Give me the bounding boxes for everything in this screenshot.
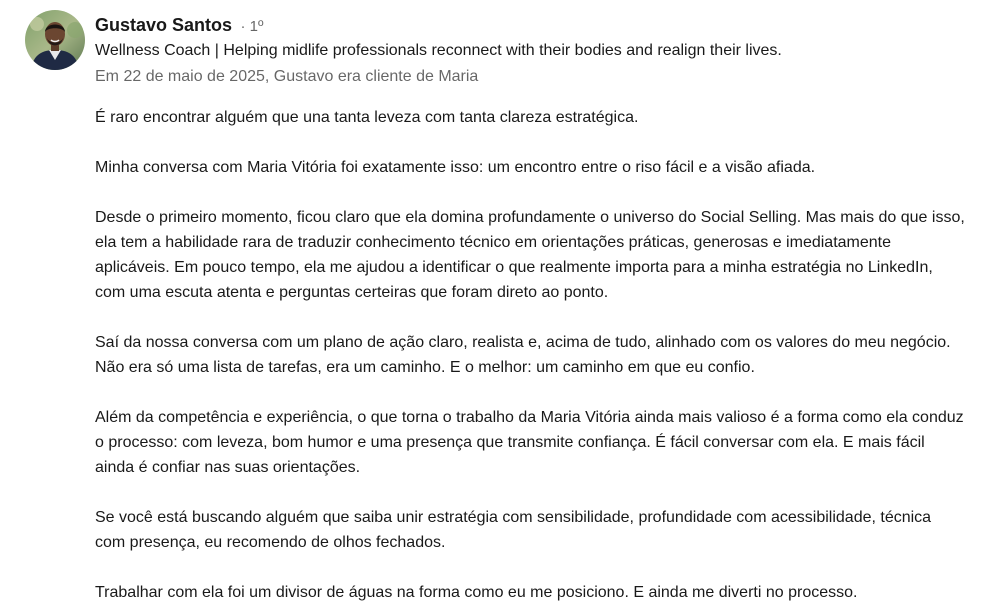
- recommendation-paragraph: Minha conversa com Maria Vitória foi exatamente isso: um encontro entre o riso fácil e a visão afiada.: [95, 159, 816, 176]
- recommendation-paragraph: Trabalhar com ela foi um divisor de águas na forma como eu me posiciono. E ainda me diverti no processo.: [95, 584, 858, 601]
- connection-degree: · 1º: [240, 18, 264, 35]
- relationship-caption: Em 22 de maio de 2025, Gustavo era cliente de Maria: [95, 68, 479, 85]
- recommendation-paragraph: Saí da nossa conversa com um plano de ação claro, realista e, acima de tudo, alinhado com os valores do meu negócio. Não era só uma lista de tarefas, era um caminho. E o melhor: um caminho em que eu confio.: [95, 334, 951, 376]
- recommendation-paragraph: Além da competência e experiência, o que torna o trabalho da Maria Vitória ainda mais valioso é a forma como ela conduz o processo: com leveza, bom humor e uma presença que transmite confiança. É fácil conversar com ela. E mais fácil ainda é confiar nas suas orientações.: [95, 409, 964, 476]
- recommendation-text: [95, 105, 965, 605]
- author-avatar[interactable]: [25, 10, 85, 70]
- author-headline: Wellness Coach | Helping midlife professionals reconnect with their bodies and realign their lives.: [95, 42, 782, 59]
- name-row: [95, 12, 975, 38]
- author-name[interactable]: Gustavo Santos: [95, 15, 233, 35]
- recommendation-paragraph: É raro encontrar alguém que una tanta leveza com tanta clareza estratégica.: [95, 109, 639, 126]
- recommendation-header: [95, 12, 975, 90]
- recommendation-paragraph: Se você está buscando alguém que saiba unir estratégia com sensibilidade, profundidade com acessibilidade, técnica com presença, eu recomendo de olhos fechados.: [95, 509, 932, 551]
- recommendation-paragraph: Desde o primeiro momento, ficou claro que ela domina profundamente o universo do Social Selling. Mas mais do que isso, ela tem a habilidade rara de traduzir conhecimento técnico em orientações práticas, generosas e imediatamente aplicáveis. Em pouco tempo, ela me ajudou a identificar o que realmente importa para a minha estratégia no LinkedIn, com uma escuta atenta e perguntas certeiras que foram direto ao ponto.: [95, 209, 965, 301]
- profile-photo-avatar-icon: [25, 10, 85, 70]
